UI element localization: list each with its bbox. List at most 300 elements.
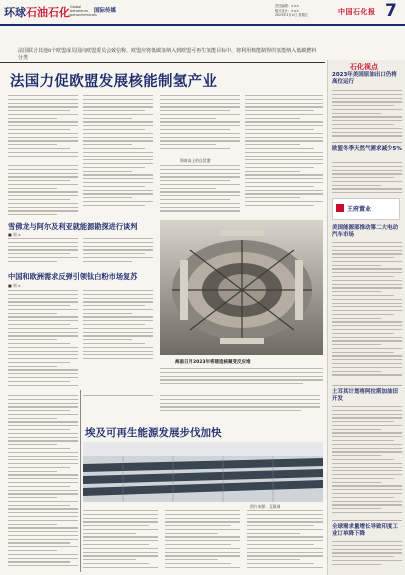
sidebar-item-title: 土耳其计划将阿拉斯加油田开发 xyxy=(332,389,399,402)
text-line xyxy=(83,309,153,310)
text-line xyxy=(8,173,78,174)
text-line xyxy=(8,133,78,134)
text-line xyxy=(332,318,381,319)
text-line xyxy=(83,121,153,122)
text-line xyxy=(83,298,153,299)
text-line xyxy=(83,313,132,314)
text-line xyxy=(83,171,132,172)
text-line xyxy=(83,514,158,515)
text-line xyxy=(8,165,78,166)
fusion-reactor-photo xyxy=(160,220,323,355)
article-column xyxy=(8,290,78,390)
text-line xyxy=(8,305,70,306)
text-line xyxy=(332,451,402,452)
text-line xyxy=(8,249,78,250)
text-line xyxy=(83,320,153,321)
text-line xyxy=(160,191,240,192)
subhead-chevron-algeria: 雪佛龙与阿尔及利亚就能源勘探进行谈判 xyxy=(8,222,138,231)
text-line xyxy=(8,309,78,310)
text-line xyxy=(8,505,70,506)
text-line xyxy=(83,563,149,564)
article-column xyxy=(160,368,323,390)
text-line xyxy=(8,452,78,453)
text-line xyxy=(332,166,402,167)
text-line xyxy=(332,113,381,114)
text-line xyxy=(247,514,323,515)
text-line xyxy=(332,170,402,171)
text-line xyxy=(8,313,57,314)
text-line xyxy=(332,188,402,189)
text-line xyxy=(8,140,78,141)
text-line xyxy=(332,512,402,513)
text-line xyxy=(332,363,402,364)
text-line xyxy=(165,525,231,526)
text-line xyxy=(332,348,402,349)
text-line xyxy=(160,129,230,130)
text-line xyxy=(165,540,240,541)
text-line xyxy=(8,351,78,352)
text-line xyxy=(160,207,240,208)
text-line xyxy=(160,410,301,411)
text-line xyxy=(245,159,323,160)
text-line xyxy=(165,510,240,511)
text-line xyxy=(160,103,240,104)
text-line xyxy=(8,328,78,329)
text-line xyxy=(8,425,78,426)
text-line xyxy=(332,135,402,136)
text-line xyxy=(247,525,314,526)
text-line xyxy=(8,554,78,555)
text-line xyxy=(245,186,314,187)
text-line xyxy=(160,110,230,111)
text-line xyxy=(160,137,240,138)
text-line xyxy=(332,242,402,243)
text-line xyxy=(332,352,394,353)
text-line xyxy=(332,501,402,502)
sidebar-separator xyxy=(332,385,402,386)
text-line xyxy=(160,210,240,211)
text-line xyxy=(332,128,402,129)
text-line xyxy=(8,381,70,382)
text-line xyxy=(8,524,57,525)
text-line xyxy=(332,124,394,125)
text-line xyxy=(8,467,70,468)
text-line xyxy=(332,337,402,338)
text-line xyxy=(165,552,240,553)
text-line xyxy=(8,184,78,185)
text-line xyxy=(83,190,153,191)
text-line xyxy=(247,540,323,541)
text-line xyxy=(332,374,402,375)
text-line xyxy=(8,403,78,404)
subtitle-line: petrochemicals xyxy=(70,13,97,17)
text-line xyxy=(8,301,78,302)
text-line xyxy=(332,489,402,490)
text-line xyxy=(83,99,153,100)
text-line xyxy=(83,201,153,202)
section-label: 国际传媒 xyxy=(94,8,117,14)
text-line xyxy=(332,303,402,304)
text-line xyxy=(165,518,240,519)
text-line xyxy=(332,508,381,509)
text-line xyxy=(332,355,402,356)
text-line xyxy=(160,165,240,166)
sidebar-item-body xyxy=(332,162,402,197)
text-line xyxy=(332,421,394,422)
text-line xyxy=(83,103,153,104)
text-line xyxy=(8,125,78,126)
text-line xyxy=(247,552,323,553)
text-line xyxy=(83,125,153,126)
photo-caption: 海南日月2023年将建造核聚变反应堆 xyxy=(175,360,251,365)
text-line xyxy=(8,444,57,445)
text-line xyxy=(8,531,78,532)
text-line xyxy=(165,559,218,560)
text-line xyxy=(8,354,78,355)
text-line xyxy=(160,188,216,189)
text-line xyxy=(8,459,78,460)
newspaper-section-title xyxy=(4,4,70,20)
text-line xyxy=(8,448,70,449)
text-line xyxy=(332,549,402,550)
text-line xyxy=(8,437,78,438)
text-line xyxy=(160,140,240,141)
text-line xyxy=(8,539,78,540)
text-line xyxy=(8,290,78,291)
text-line xyxy=(83,301,153,302)
text-line xyxy=(160,395,320,396)
text-line xyxy=(247,559,300,560)
text-line xyxy=(332,280,402,281)
text-line xyxy=(332,329,402,330)
subhead-byline: ■ 刘 × xyxy=(8,283,21,288)
text-line xyxy=(83,261,132,262)
text-line xyxy=(247,544,314,545)
column-rule xyxy=(0,62,325,63)
text-line xyxy=(8,207,78,208)
text-line xyxy=(332,564,381,565)
text-line xyxy=(83,347,153,348)
text-line xyxy=(332,132,402,133)
text-line xyxy=(8,490,78,491)
text-line xyxy=(8,414,78,415)
article-column xyxy=(8,95,78,160)
text-line xyxy=(332,295,394,296)
text-line xyxy=(83,290,153,291)
text-line xyxy=(160,368,323,369)
article-column xyxy=(83,510,158,572)
text-line xyxy=(332,177,394,178)
text-line xyxy=(332,116,402,117)
text-line xyxy=(247,521,323,522)
text-line xyxy=(8,137,78,138)
text-line xyxy=(332,287,402,288)
text-line xyxy=(83,567,158,568)
text-line xyxy=(8,332,78,333)
article-column xyxy=(160,165,240,215)
page-header xyxy=(0,0,405,26)
text-line xyxy=(247,518,323,519)
text-line xyxy=(83,536,158,537)
meta-line: 责任编辑：××× xyxy=(275,4,299,8)
text-line xyxy=(8,320,78,321)
text-line xyxy=(160,121,240,122)
text-line xyxy=(160,99,240,100)
text-line xyxy=(83,351,153,352)
text-line xyxy=(332,185,381,186)
text-line xyxy=(8,482,78,483)
text-line xyxy=(83,324,145,325)
text-line xyxy=(8,550,57,551)
text-line xyxy=(8,106,78,107)
text-line xyxy=(332,265,381,266)
section-title-main: 环球 xyxy=(4,6,26,19)
text-line xyxy=(8,129,70,130)
text-line xyxy=(332,325,402,326)
article-intro xyxy=(160,395,320,417)
subhead-egypt-renewables: 埃及可再生能源发展步伐加快 xyxy=(85,427,222,439)
text-line xyxy=(160,125,240,126)
meta-line: 2023年3月×日 星期五 xyxy=(275,13,308,17)
text-line xyxy=(83,238,153,239)
text-line xyxy=(8,520,78,521)
text-line xyxy=(332,101,402,102)
text-line xyxy=(247,533,300,534)
article-column xyxy=(247,510,323,572)
text-line xyxy=(8,294,78,295)
text-line xyxy=(332,478,394,479)
text-line xyxy=(332,410,402,411)
text-line xyxy=(245,137,323,138)
sidebar-brand: 石化视点 xyxy=(350,63,378,71)
text-line xyxy=(332,98,402,99)
text-line xyxy=(332,474,402,475)
article-column xyxy=(8,238,78,268)
text-line xyxy=(332,105,394,106)
text-line xyxy=(8,203,78,204)
text-line xyxy=(8,358,78,359)
text-line xyxy=(245,197,300,198)
text-line xyxy=(165,563,231,564)
text-line xyxy=(83,140,153,141)
text-line xyxy=(8,238,78,239)
text-line xyxy=(332,414,402,415)
sidebar-item-title: 欧盟冬季天然气需求减少5% xyxy=(332,146,402,152)
text-line xyxy=(8,95,78,96)
text-line xyxy=(245,95,323,96)
text-line xyxy=(332,306,402,307)
text-line xyxy=(8,199,70,200)
newspaper-logo: 中国石化报 xyxy=(338,7,376,16)
text-line xyxy=(332,436,402,437)
text-line xyxy=(8,546,78,547)
text-line xyxy=(83,197,132,198)
text-line xyxy=(8,169,78,170)
text-line xyxy=(83,106,153,107)
subtitle-line: petroleum xyxy=(70,9,89,13)
text-line xyxy=(245,190,323,191)
text-line xyxy=(8,410,70,411)
text-line xyxy=(8,497,57,498)
article-column xyxy=(8,395,78,570)
text-line xyxy=(8,369,78,370)
text-line xyxy=(8,103,78,104)
text-line xyxy=(8,210,78,211)
text-line xyxy=(160,403,320,404)
text-line xyxy=(160,195,240,196)
text-line xyxy=(8,474,78,475)
text-line xyxy=(8,110,70,111)
text-line xyxy=(8,242,78,243)
text-line xyxy=(245,129,314,130)
text-line xyxy=(160,106,240,107)
text-line xyxy=(332,444,402,445)
text-line xyxy=(332,90,402,91)
text-line xyxy=(8,188,57,189)
text-line xyxy=(8,418,57,419)
text-line xyxy=(160,144,216,145)
text-line xyxy=(8,421,78,422)
text-line xyxy=(332,299,402,300)
ad-logo-icon xyxy=(336,204,344,212)
text-line xyxy=(332,173,402,174)
text-line xyxy=(332,253,402,254)
text-line xyxy=(332,162,402,163)
text-line xyxy=(332,359,402,360)
text-line xyxy=(83,335,153,336)
sidebar-item-title: 全球需求量增长导致印度工业订单降下降 xyxy=(332,524,399,537)
text-line xyxy=(83,253,145,254)
text-line xyxy=(332,482,381,483)
article-column xyxy=(8,165,78,220)
text-line xyxy=(83,95,153,96)
text-line xyxy=(245,140,323,141)
text-line xyxy=(83,525,149,526)
article-lede: 法国联合其他8个欧盟成员国向欧盟委员会致信称，欧盟应将低碳氢纳入到欧盟可再生氢能目标中，将利用核能制得的氢能纳入低碳燃料分类 xyxy=(18,48,317,61)
photo-credit: 图片来源：互联网 xyxy=(250,504,281,509)
sidebar-item-body xyxy=(332,541,402,571)
text-line xyxy=(83,257,153,258)
text-line xyxy=(332,556,394,557)
text-line xyxy=(332,120,402,121)
text-line xyxy=(83,249,153,250)
text-line xyxy=(247,555,323,556)
text-line xyxy=(8,516,78,517)
text-line xyxy=(8,144,57,145)
text-line xyxy=(8,377,78,378)
text-line xyxy=(332,497,394,498)
article-column xyxy=(160,95,240,155)
text-line xyxy=(332,261,402,262)
text-line xyxy=(165,521,240,522)
text-line xyxy=(247,548,323,549)
text-line xyxy=(160,372,323,373)
text-line xyxy=(332,493,402,494)
text-line xyxy=(160,199,230,200)
text-line xyxy=(332,463,402,464)
text-line xyxy=(160,118,216,119)
text-line xyxy=(332,314,394,315)
text-line xyxy=(165,514,240,515)
text-line xyxy=(8,335,78,336)
text-line xyxy=(83,193,153,194)
article-column xyxy=(83,290,153,365)
text-line xyxy=(332,109,402,110)
text-line xyxy=(332,440,394,441)
text-line xyxy=(160,173,240,174)
text-line xyxy=(165,555,240,556)
text-line xyxy=(8,121,78,122)
sidebar-separator xyxy=(332,142,402,143)
text-line xyxy=(8,395,78,396)
text-line xyxy=(245,125,323,126)
text-line xyxy=(8,512,78,513)
text-line xyxy=(332,250,402,251)
text-line xyxy=(165,548,240,549)
text-line xyxy=(8,152,78,153)
text-line xyxy=(247,536,323,537)
text-line xyxy=(8,456,78,457)
text-line xyxy=(8,542,70,543)
sidebar-ad xyxy=(332,198,400,220)
text-line xyxy=(83,148,145,149)
text-line xyxy=(245,118,300,119)
text-line xyxy=(83,205,145,206)
text-line xyxy=(83,521,158,522)
text-line xyxy=(332,485,402,486)
text-line xyxy=(8,148,70,149)
text-line xyxy=(8,561,70,562)
text-line xyxy=(8,324,70,325)
text-line xyxy=(245,103,323,104)
text-line xyxy=(332,291,381,292)
text-line xyxy=(332,94,402,95)
text-line xyxy=(245,205,314,206)
text-line xyxy=(332,246,402,247)
text-line xyxy=(8,118,57,119)
text-line xyxy=(245,144,300,145)
text-line xyxy=(247,529,323,530)
text-line xyxy=(332,321,402,322)
text-line xyxy=(8,385,78,386)
text-line xyxy=(332,367,402,368)
text-line xyxy=(8,362,70,363)
text-line xyxy=(83,518,158,519)
text-line xyxy=(83,395,153,396)
header-meta xyxy=(275,4,308,18)
text-line xyxy=(83,182,153,183)
text-line xyxy=(160,406,320,407)
text-line xyxy=(332,541,402,542)
text-line xyxy=(8,373,78,374)
text-line xyxy=(160,203,240,204)
text-line xyxy=(332,552,402,553)
text-line xyxy=(165,533,218,534)
text-line xyxy=(245,182,323,183)
text-line xyxy=(245,152,323,153)
text-line xyxy=(332,276,394,277)
text-line xyxy=(83,559,136,560)
text-line xyxy=(83,174,153,175)
text-line xyxy=(247,510,323,511)
text-line xyxy=(83,354,153,355)
article-column xyxy=(83,238,153,268)
text-line xyxy=(83,133,153,134)
text-line xyxy=(83,159,153,160)
text-line xyxy=(160,133,240,134)
text-line xyxy=(8,399,78,400)
inline-subhead: 海南岛上的自贸港 xyxy=(180,158,211,163)
